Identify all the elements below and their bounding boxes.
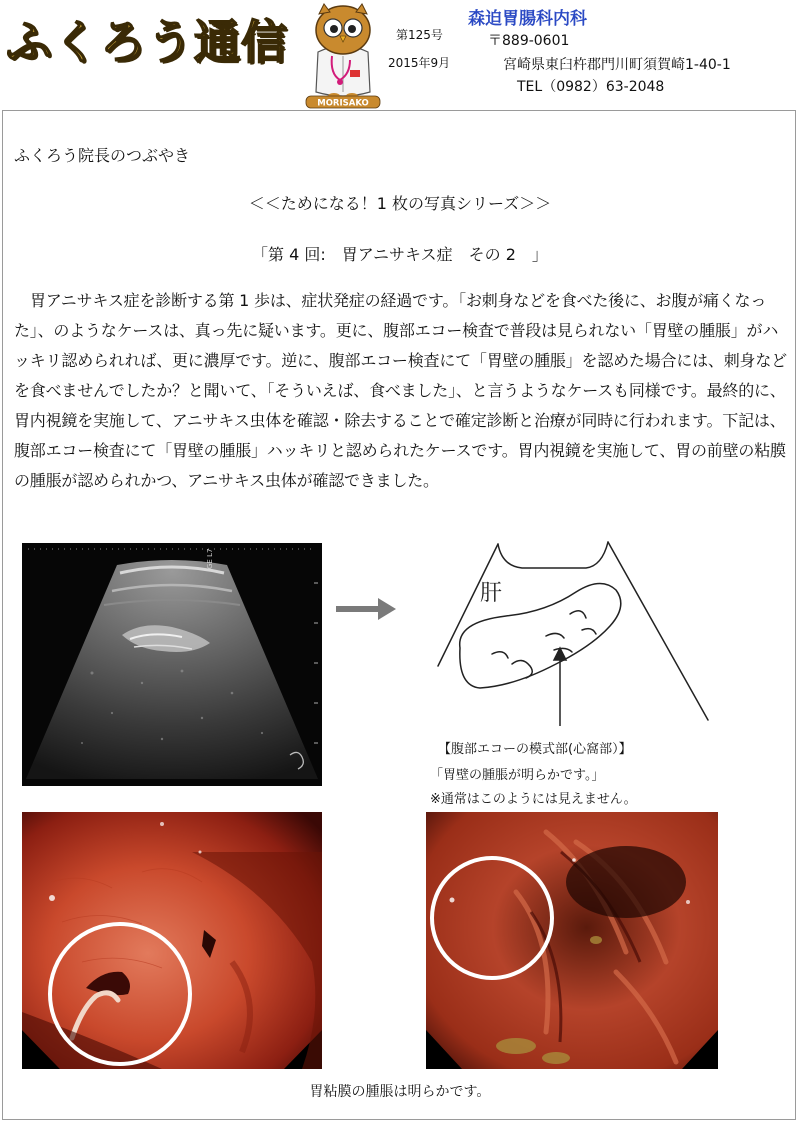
- endoscopy-image-anisakis: [22, 812, 322, 1069]
- postal-code: 〒889-0601: [488, 33, 570, 49]
- clinic-name: 森迫胃腸科内科: [468, 9, 587, 29]
- probe-marks: GE L7: [206, 548, 214, 569]
- issue-title: 「第 4 回: 胃アニサキス症 その 2 」: [252, 245, 548, 264]
- arrow-right-icon: [334, 594, 398, 624]
- issue-date: 2015年9月: [388, 56, 451, 70]
- echo-caption-note: 「胃壁の腫脹が明らかです。」: [430, 768, 605, 783]
- section-label: ふくろう院長のつぶやき: [14, 146, 191, 165]
- ultrasound-image: [22, 543, 322, 786]
- echo-caption-title: 【腹部エコーの模式部(心窩部）】: [438, 742, 632, 757]
- issue-number: 第125号: [396, 28, 443, 42]
- mascot-label: MORISAKO: [317, 98, 369, 109]
- endoscopy-caption: 胃粘膜の腫脹は明らかです。: [309, 1084, 491, 1100]
- article-body: 胃アニサキス症を診断する第 1 歩は、症状発症の経過です。「お刺身などを食べた後に、お腹が痛くなった」、のようなケースは、真っ先に疑います。更に、腹部エコー検査で普段は見られない「胃壁の腫脹」がハッキリ認められれば、更に濃厚です。逆に、腹部エコー検査にて「胃壁の腫脹」を認めた場合には、刺身などを食べませんでしたか？と聞いて、「そういえば、食べました」、と言うようなケースも同様です。最終的に、胃内視鏡を実施して、アニサキス虫体を確認・除去することで確定診断と治療が同時に行われます。下記は、腹部エコー検査にて「胃壁の腫脹」ハッキリと認められたケースです。胃内視鏡を実施して、胃の前壁の粘膜の腫脹が認められかつ、アニサキス虫体が確認できました。: [14, 291, 787, 490]
- newsletter-header: [0, 0, 800, 110]
- liver-label: 肝: [480, 581, 503, 606]
- series-title: ＜＜ためになる！1 枚の写真シリーズ＞＞: [248, 194, 552, 213]
- clinic-address: 宮崎県東臼杵郡門川町須賀崎1-40-1: [503, 57, 731, 73]
- owl-mascot-icon: [300, 0, 386, 110]
- clinic-tel: TEL（0982）63-2048: [517, 79, 665, 95]
- newsletter-title: ふくろう通信: [6, 15, 288, 69]
- endoscopy-image-swelling: [426, 812, 718, 1069]
- echo-caption-remark: ※通常はこのようには見えません。: [430, 792, 637, 807]
- echo-schematic-sketch: [396, 526, 718, 726]
